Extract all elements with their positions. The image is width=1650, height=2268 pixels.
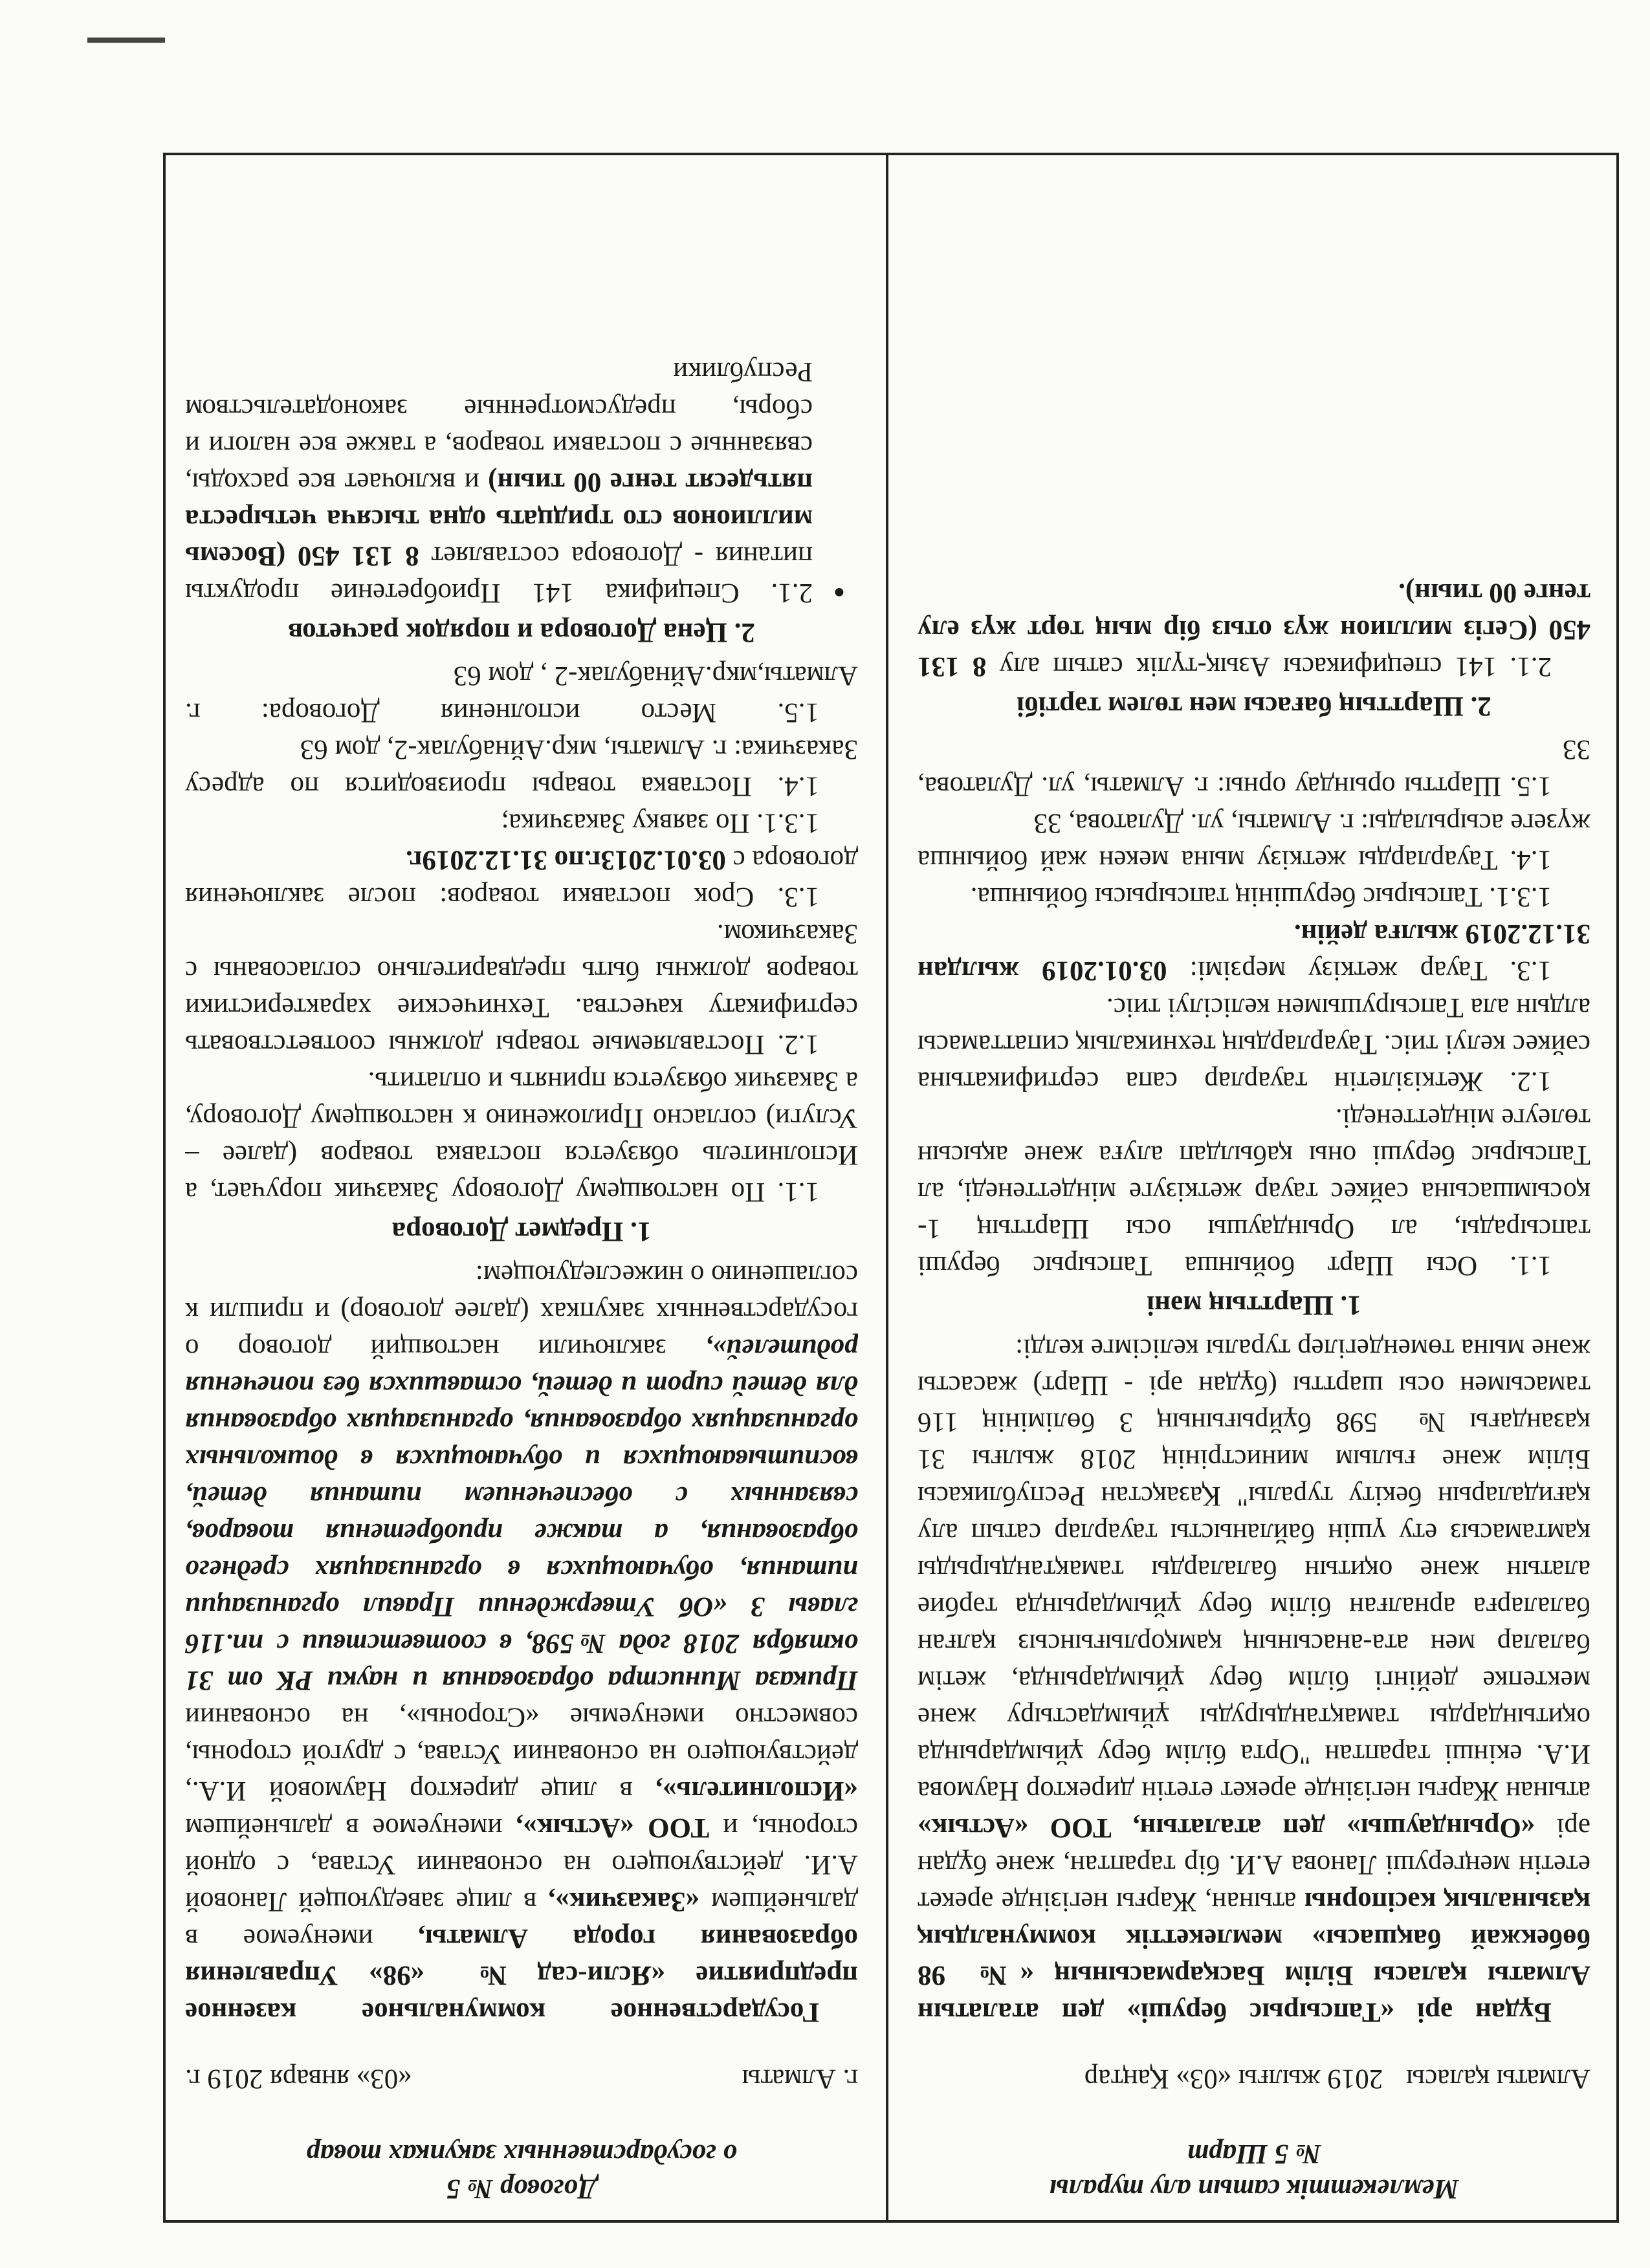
kz-clause-1-3-dates: 03.01.2019 жылдан 31.12.2019 жылға дейін.	[918, 919, 1590, 986]
ru-intro-executor: «Исполнитель»,	[655, 1776, 858, 1806]
ru-intro-bold: Государственное коммунальное казенное предприятие «Ясли-сад № «98» Управления образования города Алматы,	[185, 1923, 858, 2027]
ru-section-1-title: 1. Предмет Договора	[391, 1216, 652, 1247]
kz-clause-2-1-amount: 8 131 450 (Сегіз миллион жүз отыз бір мың төрт жүз елу тенге 00 тиын).	[918, 578, 1590, 682]
kz-clause-1-3	[918, 915, 1590, 989]
kz-intro-1: атынан, Жарғы негізінде әрекет ететін меңгеруші Ланова А.И. бір тараптан, және бұдан әрі	[918, 1813, 1590, 1917]
kz-dateline	[918, 2060, 1590, 2097]
ru-intro-customer: «Заказчик»,	[548, 1886, 700, 1917]
ru-intro	[185, 1256, 858, 2031]
kz-title-line-1: Мемлекеттік сатып алу туралы	[1049, 2174, 1459, 2204]
ru-title	[185, 2136, 858, 2206]
ru-clause-1-5: 1.5. Место исполнения Договора: г. Алматы,мкр.Айнабулак-2 , дом 63	[185, 660, 858, 728]
ru-intro-1: именуемое в дальнейшем	[185, 1886, 858, 1954]
contract-table	[163, 153, 1619, 2223]
kz-date: 2019 жылғы «03» Қаңтар	[1084, 2064, 1383, 2094]
kz-clause-1-3-text: 1.3. Тауар жеткізу мерзімі:	[1167, 955, 1552, 986]
ru-clause-2-1-tail: и включает все расходы, связанные с поставки товаров, а также все налоги и сборы, предусмотренные законодательством Республики	[185, 356, 813, 497]
kz-city: Алматы қаласы	[1406, 2064, 1590, 2094]
ru-clause-1-2: 1.2. Поставляемые товары должны соответствовать сертификату качества. Технические характеристики товаров должны быть предварительно согласованы с Заказчиком.	[185, 919, 858, 1060]
kz-clause-2-1	[918, 574, 1590, 685]
kz-clause-1-1: 1.1. Осы Шарт бойынша Тапсырыс беруші тапсырады, ал Орындаушы осы Шарттың 1-қосымшасына сәйкес тауар жеткізуге міндеттенеді, ал Тапсырыс беруші оны қабылдап алуға және ақысын төлеуге міндеттенеді.	[918, 1103, 1590, 1281]
kz-section-1-title: 1. Шарттың мәні	[1147, 1290, 1361, 1320]
kz-intro-2: атынан Жарғы негізінде әрекет ететін директор Наумова И.А. екінші тараптан "Орта білім беру ұйымдарында оқитындарды тамақтандыруды ұйымдастыру және мектепке дейінгі білім беру ұйымдарында, жетім балалар мен ата-анасының қамқорлығынсыз қалған балаларға арналған білім беру ұйымдарында тәрбие алатын және оқитын балаларды тамақтандырыды қамтамасыз ету үшін байланысты тауарлар сатып алу қағидаларын бекіту туралы" Қазақстан Республикасы Білім және ғылым министрінің 2018 жылғы 31 қазандағы № 598 бұйрығының 3 бөлімінің 116 тамасымен осы шартты (бұдан әрі - Шарт) жасасты және мына төмендегілер туралы келісімге келді:	[918, 1333, 1590, 1806]
scan-edge-mark	[87, 38, 165, 43]
kz-clause-2-1-text: 2.1. 141 спецификасы Азық-түлік сатып алу	[986, 651, 1552, 682]
ru-intro-order: Приказа Министра образования и науки РК от 31 октября 2018 года №598, в соответствии с пп.116 главы 3 «Об Утверждении Правил организации питания, обучающихся в организациях среднего образования, а также приобретения товаров, связанных с обеспечением питания детей, воспитывающихся и обучающихся в дошкольных организациях образования, организациях образования для детей сирот и детей, оставшихся без попечения родителей»,	[185, 1333, 858, 1696]
kz-clause-1-3-1: 1.3.1. Тапсырыс берушінің тапсырысы бойынша.	[970, 882, 1552, 912]
ru-clause-1-1: 1.1. По настоящему Договору Заказчик поручает, а Исполнитель обязуется поставка товаров (далее – Услуги) согласно Приложению к настоящему Договору, а Заказчик обязуется принять и оплатить.	[185, 1066, 858, 1207]
ru-city: г. Алматы	[742, 2064, 858, 2094]
ru-clause-1-3-dates: 03.01.2013г.по 31.12.2019г.	[405, 845, 726, 875]
ru-title-line-1: Договор № 5	[446, 2174, 597, 2204]
ru-clause-2-1-amount: 8 131 450 (Восемь миллионов сто тридцать одна тысяча четыреста пятьдесят тенге 00 тиын)	[185, 467, 813, 571]
ru-clause-1-4: 1.4. Поставка товары производится по адресу Заказчика: г. Алматы, мкр.Айнабулак-2, дом 63	[185, 734, 858, 801]
kz-intro-supplier: «Орындаушы» деп аталатын, ТОО «Астык»	[918, 1813, 1535, 1843]
kz-section-2-title: 2. Шарттың бағасы мен төлем тәртібі	[1017, 691, 1491, 721]
kz-clause-1-4: 1.4. Тауарларды жеткізу мына мекен жай бойынша жүзеге асырылады: г. Алматы, ул. Дулатова, 33	[918, 808, 1590, 875]
russian-column	[185, 162, 858, 2206]
ru-clause-2-1-text: 2.1. Специфика 141 Приобретение продукты питания - Договора составляет	[185, 541, 813, 608]
ru-section-2-title: 2. Цена Договора и порядок расчетов	[287, 617, 756, 648]
ru-intro-5: заключили настоящий договор о государственных закупках (далее договор) и пришли к соглашению о нижеследующем:	[185, 1259, 858, 1364]
kz-intro-bold: Бұдан әрі «Тапсырыс беруші» деп аталатын Алматы қаласы Білім Басқармасының «№ 98 бөбекжай бақшасы» мемлекеттік коммуналдық қазыналық кәсіпорны	[918, 1886, 1590, 2027]
ru-intro-4: в лице директор Наумовой И.А., действующего на основании Устава, с другой стороны, совместно именуемые «Стороны», на основании	[185, 1702, 858, 1806]
kz-title-line-2: № 5 Шарт	[1187, 2139, 1321, 2169]
ru-intro-3: именуемое в дальнейшем	[185, 1813, 516, 1843]
ru-dateline	[185, 2060, 858, 2097]
kz-title	[918, 2136, 1590, 2206]
column-divider	[886, 155, 888, 2220]
ru-date: «03» января 2019 г.	[185, 2064, 412, 2094]
kz-clause-1-2: 1.2. Жеткізілетін тауарлар сапа сертификатына сәйкес келуі тиіс. Тауарлардың техникалық сипаттамасы алдын ала Тапсырушымен келісілуі тиіс.	[918, 992, 1590, 1096]
ru-clause-1-3-1: 1.3.1. По заявку Заказчика;	[501, 808, 819, 838]
kz-intro	[918, 1330, 1590, 2031]
ru-clause-2-1	[185, 353, 858, 611]
ru-title-line-2: о государственных закупках товар	[306, 2139, 737, 2169]
kz-clause-1-5: 1.5. Шартты орындау орны: г. Алматы, ул. Дулатова, 33	[918, 734, 1590, 801]
ru-clause-1-3	[185, 842, 858, 915]
ru-clause-1-3-text: 1.3. Срок поставки товаров: после заключения договора с	[185, 845, 858, 912]
ru-intro-supplier: ТОО «Астык»,	[516, 1813, 710, 1843]
kazakh-column	[918, 162, 1590, 2206]
ru-intro-2: в лице заведующей Лановой А.И. действующего на основании Устава, с одной стороны, и	[185, 1813, 858, 1917]
